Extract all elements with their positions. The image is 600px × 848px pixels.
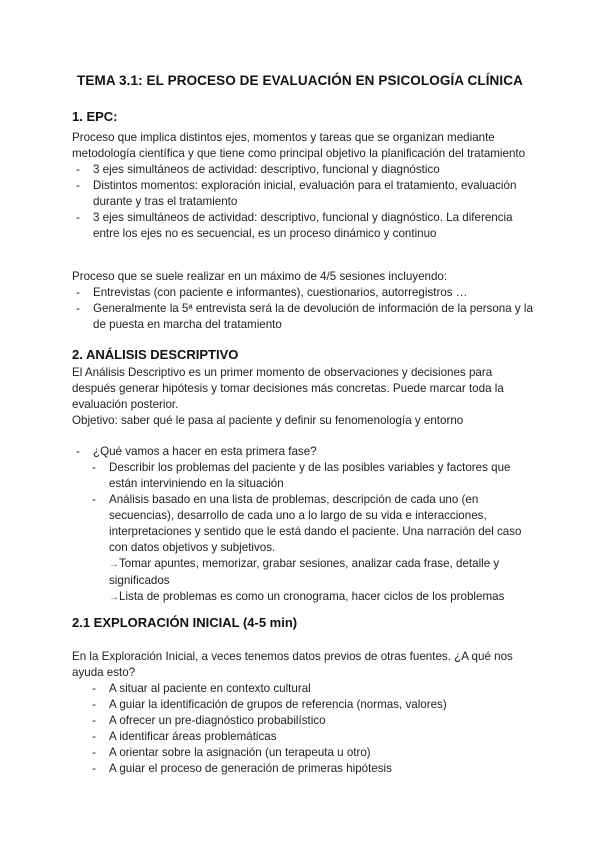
arrow-icon: → [109,592,119,603]
sub-bullet-list [72,681,537,777]
paragraph: El Análisis Descriptivo es un primer momento de observaciones y decisiones para después generar hipótesis y tomar decisiones más concretas. Puede marcar toda la evaluación posterior. [72,366,504,411]
list-item: - Describir los problemas del paciente y de las posibles variables y factores que están interviniendo en la situación [72,460,537,492]
arrow-item-text: Tomar apuntes, memorizar, grabar sesiones, analizar cada frase, detalle y significados [109,557,500,587]
sub-bullet-list [72,460,537,556]
list-item: - Distintos momentos: exploración inicial, evaluación para el tratamiento, evaluación durante y tras el tratamiento [72,178,537,210]
list-item: - A guiar la identificación de grupos de referencia (normas, valores) [72,697,537,713]
list-item: - A guiar el proceso de generación de primeras hipótesis [72,761,537,777]
list-item: - A orientar sobre la asignación (un terapeuta u otro) [72,745,537,761]
list-item: - Entrevistas (con paciente e informantes), cuestionarios, autorregistros … [72,285,537,301]
objective-line: Objetivo: saber qué le pasa al paciente y definir su fenomenología y entorno [72,414,464,427]
section-initial-exploration [72,615,537,631]
paragraph: Proceso que implica distintos ejes, momentos y tareas que se organizan mediante metodología científica y que tiene como principal objetivo la planificación del tratamiento [72,131,526,160]
section-initial-exploration-body [72,649,537,777]
section-epc [72,109,537,125]
section-descriptive [72,347,537,363]
list-item: - A ofrecer un pre-diagnóstico probabilístico [72,713,537,729]
section-heading: 1. EPC: [72,109,118,124]
bullet-list [72,285,537,333]
list-item: - Análisis basado en una lista de problemas, descripción de cada uno (en secuencias), desarrollo de cada uno a lo largo de su vida e interacciones, interpretaciones y sentido que le está dando el paciente. Una narración del caso con datos objetivos y subjetivos. [72,492,537,556]
section-epc-sessions [72,269,537,333]
list-item: - 3 ejes simultáneos de actividad: descriptivo, funcional y diagnóstico [72,162,537,178]
section-heading: 2.1 EXPLORACIÓN INICIAL (4-5 min) [72,615,298,630]
list-item [72,556,537,589]
section-descriptive-list [72,444,537,606]
arrow-icon: → [109,559,119,570]
arrow-item-text: Lista de problemas es como un cronograma, hacer ciclos de los problemas [119,590,505,603]
section-epc-body [72,130,537,242]
arrow-list [72,556,537,606]
list-item: - 3 ejes simultáneos de actividad: descriptivo, funcional y diagnóstico. La diferencia entre los ejes no es secuencial, es un proceso dinámico y continuo [72,210,537,242]
paragraph: En la Exploración Inicial, a veces tenemos datos previos de otras fuentes. ¿A qué nos ayuda esto? [72,650,513,679]
document-title: TEMA 3.1: EL PROCESO DE EVALUACIÓN EN PSICOLOGÍA CLÍNICA [77,73,523,88]
list-item: - A identificar áreas problemáticas [72,729,537,745]
bullet-list [72,162,537,242]
list-item: - A situar al paciente en contexto cultural [72,681,537,697]
list-item: - ¿Qué vamos a hacer en esta primera fase? [72,444,537,460]
paragraph: Proceso que se suele realizar en un máximo de 4/5 sesiones incluyendo: [72,270,448,283]
bullet-list [72,444,537,460]
list-item [72,589,537,606]
list-item: - Generalmente la 5ª entrevista será la de devolución de información de la persona y la de puesta en marcha del tratamiento [72,301,537,333]
section-heading: 2. ANÁLISIS DESCRIPTIVO [72,347,239,362]
section-descriptive-body [72,365,537,429]
